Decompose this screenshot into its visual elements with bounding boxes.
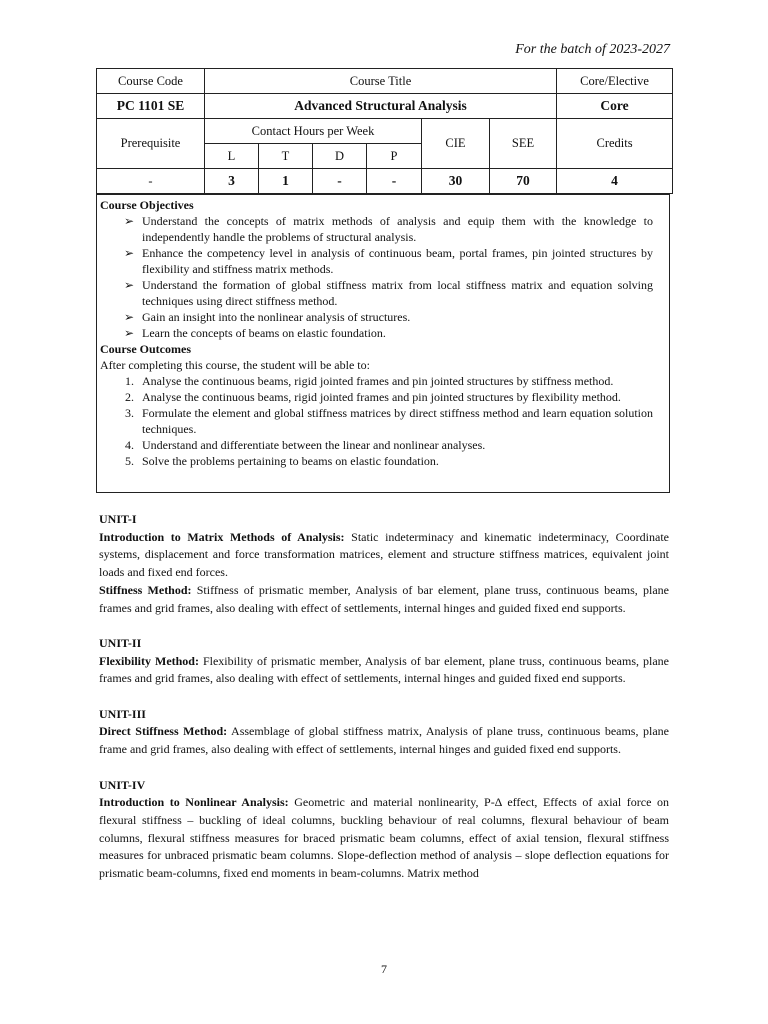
header-see: SEE [490,119,557,169]
header-course-title: Course Title [205,69,557,94]
header-credits: Credits [557,119,673,169]
course-info-table [96,68,673,194]
header-t: T [259,144,313,169]
arrow-bullet-icon: ➢ [123,326,134,340]
list-item: 3. Formulate the element and global stiffness matrices by direct stiffness method and learn equation solution techniques. [125,406,653,436]
unit-2-title: UNIT-II [99,635,142,650]
unit-1-title: UNIT-I [99,512,137,526]
unit-4-paragraph-1: Introduction to Nonlinear Analysis: Geometric and material nonlinearity, P-Δ effect, Effects of axial force on flexural stiffness – buckling of ideal columns, buckling behaviour of real columns, flexural behaviour of beam columns, flexural stiffness measures for braced prismatic beam columns, effect of axial tension, flexural stiffness measures for unbraced prismatic beam columns. Slope-deflection method of analysis – slope deflection equations for prismatic beam-columns, fixed end moments in beam-columns. Matrix method [99,795,669,881]
unit-1-paragraph-2: Stiffness Method: Stiffness of prismatic member, Analysis of bar element, plane truss, continuous beams, plane frames and grid frames, also dealing with effect of settlements, internal hinges and guided fixed end supports. [99,582,669,615]
header-p: P [367,144,422,169]
l-value: 3 [205,169,259,194]
unit-3-title: UNIT-III [99,706,146,721]
unit-2-paragraph-1: Flexibility Method: Flexibility of prismatic member, Analysis of bar element, plane truss, continuous beams, plane frames and grid frames, also dealing with effect of settlements, internal hinges and guided fixed end supports. [99,653,669,686]
list-item: 5. Solve the problems pertaining to beams on elastic foundation. [125,454,439,468]
header-contact-hours: Contact Hours per Week [205,119,422,144]
header-cie: CIE [422,119,490,169]
outcomes-intro: After completing this course, the student will be able to: [100,358,370,372]
arrow-bullet-icon: ➢ [123,246,134,260]
list-item: ➢ Learn the concepts of beams on elastic foundation. [100,325,667,341]
arrow-bullet-icon: ➢ [123,214,134,228]
unit-4-title: UNIT-IV [99,777,146,792]
outcomes-list [100,373,667,469]
course-details-box [96,194,670,493]
see-value: 70 [490,169,557,194]
list-item: ➢ Enhance the competency level in analysis of continuous beam, portal frames, pin jointed structures by flexibility and stiffness matrix methods. [100,245,667,277]
arrow-bullet-icon: ➢ [123,278,134,292]
credits-value: 4 [557,169,673,194]
header-prerequisite: Prerequisite [97,119,205,169]
page-number: 7 [381,962,387,976]
cie-value: 30 [422,169,490,194]
prerequisite-value: - [97,169,205,194]
list-item: 4. Understand and differentiate between the linear and nonlinear analyses. [125,438,486,452]
core-elective-value: Core [557,94,673,119]
arrow-bullet-icon: ➢ [123,310,134,324]
header-l: L [205,144,259,169]
unit-1-paragraph-1: Introduction to Matrix Methods of Analysis: Static indeterminacy and kinematic indeterminacy, Coordinate systems, displacement and force transformation matrices, element and structure stiffness matrices, equivalent joint loads and fixed end forces. [99,529,669,580]
batch-note: For the batch of 2023-2027 [515,42,670,57]
outcomes-heading: Course Outcomes [100,342,191,356]
objectives-heading: Course Objectives [100,198,194,212]
p-value: - [367,169,422,194]
course-code: PC 1101 SE [97,94,205,119]
units-section [99,511,669,883]
d-value: - [313,169,367,194]
t-value: 1 [259,169,313,194]
header-core-elective: Core/Elective [557,69,673,94]
unit-3-paragraph-1: Direct Stiffness Method: Assemblage of global stiffness matrix, Analysis of plane truss, continuous beams, plane frame and grid frames, also dealing with effect of settlements, internal hinges and guided fixed end supports. [99,724,669,757]
header-d: D [313,144,367,169]
list-item: 2. Analyse the continuous beams, rigid jointed frames and pin jointed structures by flexibility method. [125,390,621,404]
list-item: ➢ Gain an insight into the nonlinear analysis of structures. [100,309,667,325]
header-course-code: Course Code [97,69,205,94]
list-item: ➢ Understand the concepts of matrix methods of analysis and equip them with the knowledge to independently handle the problems of structural analysis. [100,213,667,245]
list-item: ➢ Understand the formation of global stiffness matrix from local stiffness matrix and equation solving techniques using direct stiffness method. [100,277,667,309]
course-title: Advanced Structural Analysis [205,94,557,119]
objectives-list [100,213,667,341]
list-item: 1. Analyse the continuous beams, rigid jointed frames and pin jointed structures by stiffness method. [125,374,614,388]
